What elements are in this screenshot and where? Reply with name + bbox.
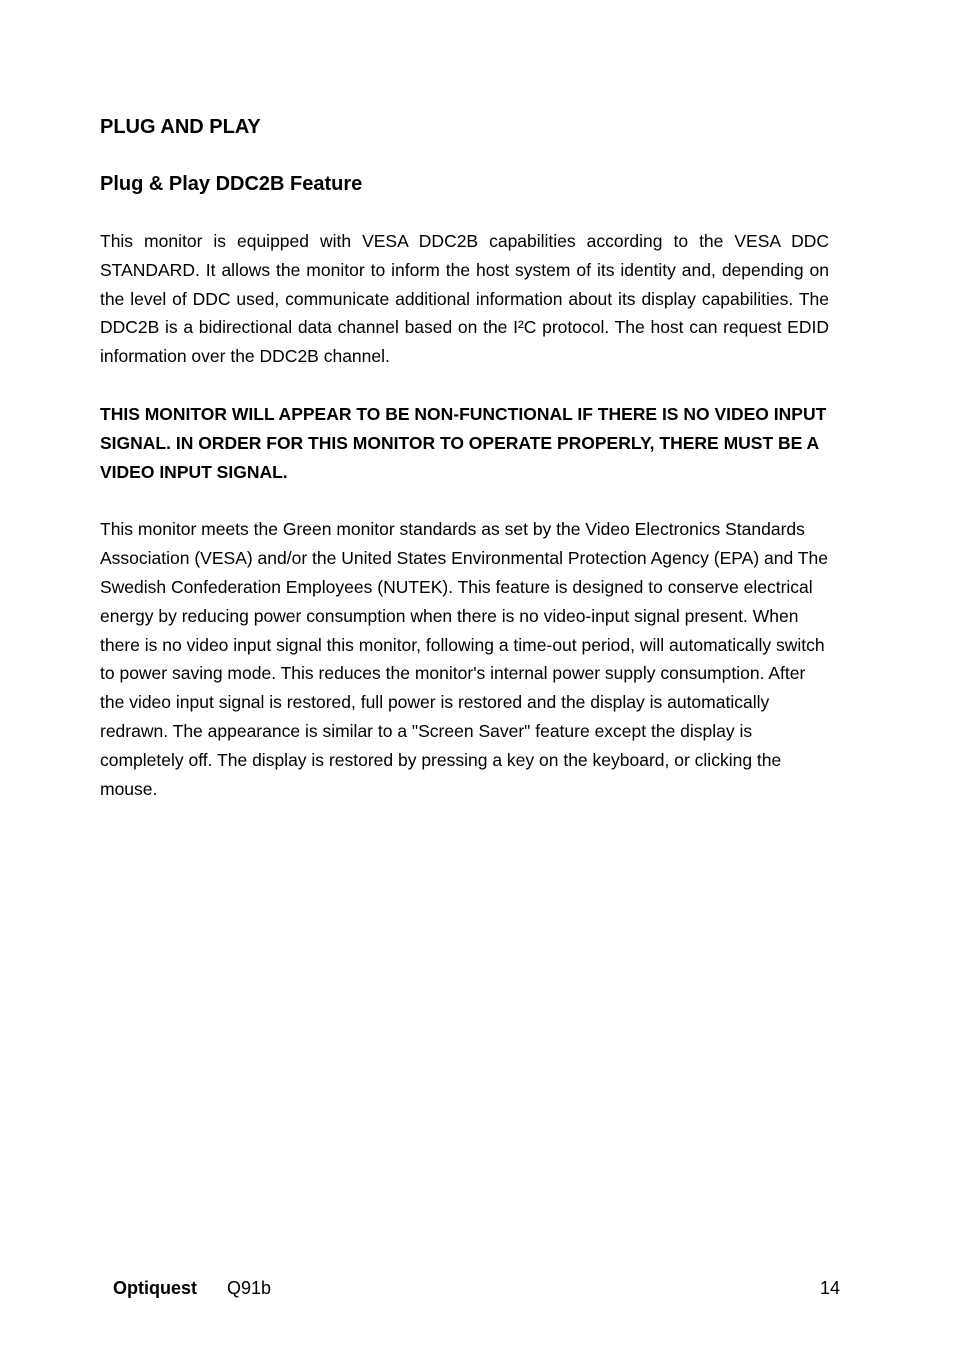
warning-notice: THIS MONITOR WILL APPEAR TO BE NON-FUNCTIONAL IF THERE IS NO VIDEO INPUT SIGNAL. IN ORDER FOR THIS MONITOR TO OPERATE PROPERLY, THERE MUST BE A VIDEO INPUT SIGNAL. [100,403,827,482]
footer-model: Q91b [227,1278,272,1298]
section-title: PLUG AND PLAY [100,116,261,138]
page-number: 14 [819,1278,840,1298]
green-standards-paragraph: This monitor meets the Green monitor standards as set by the Video Electronics Standards Association (VESA) and/or the United States Environmental Protection Agency (EPA) and The Swedish Confederation Employees (NUTEK). This feature is designed to conserve electrical energy by reducing power consumption when there is no video-input signal present. When there is no video input signal this monitor, following a time-out period, will automatically switch to power saving mode. This reduces the monitor's internal power supply consumption. After the video input signal is restored, full power is restored and the display is automatically redrawn. The appearance is similar to a "Screen Saver" feature except the display is completely off. The display is restored by pressing a key on the keyboard, or clicking the mouse. [100,519,828,799]
subsection-title: Plug & Play DDC2B Feature [100,173,363,195]
page-content [100,113,829,803]
page-footer [113,1275,840,1301]
ddc2b-paragraph: This monitor is equipped with VESA DDC2B capabilities according to the VESA DDC STANDARD. It allows the monitor to inform the host system of its identity and, depending on the level of DDC used, communicate additional information about its display capabilities. The DDC2B is a bidirectional data channel based on the I²C protocol. The host can request EDID information over the DDC2B channel. [100,231,829,367]
footer-brand: Optiquest [113,1278,197,1298]
